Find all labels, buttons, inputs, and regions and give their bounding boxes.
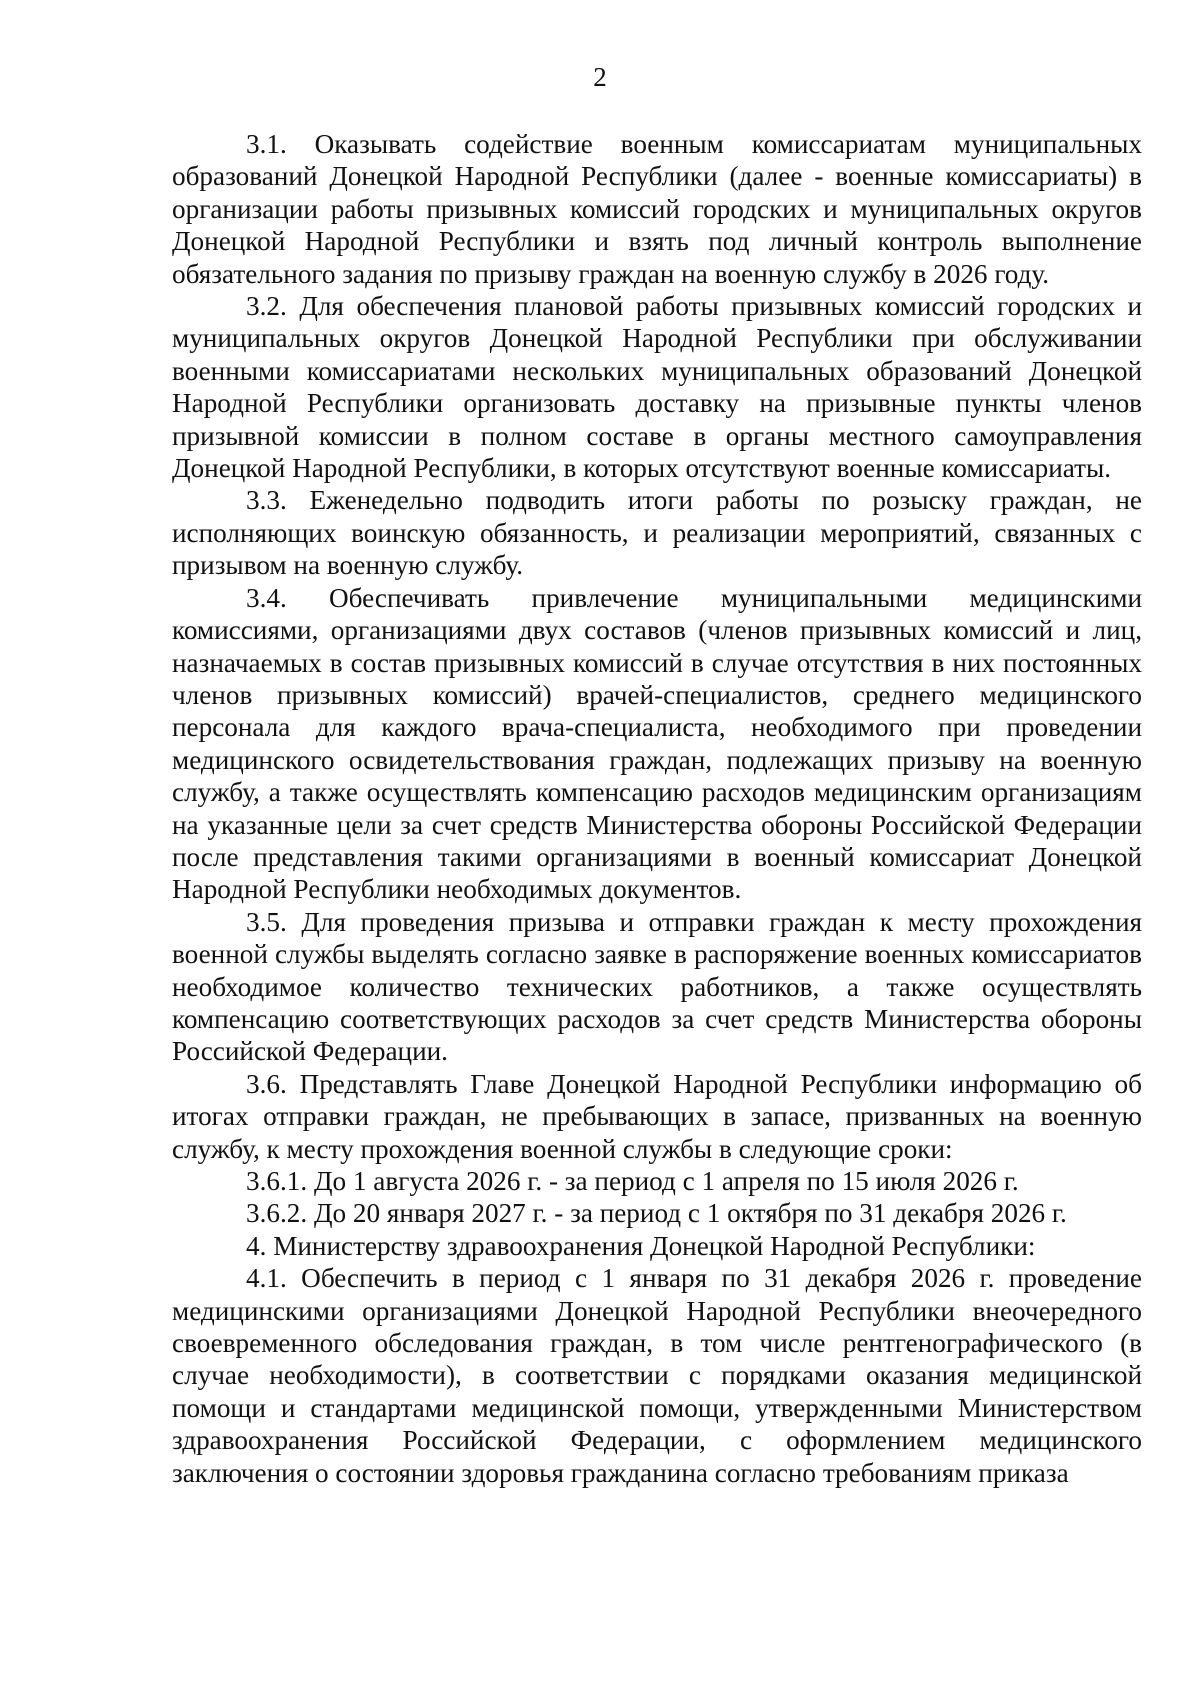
paragraph-3-4: 3.4. Обеспечивать привлечение муниципальными медицинскими комиссиями, организациями двух составов (членов призывных комиссий и лиц, назначаемых в состав призывных комиссий в случае отсутствия в них постоянных членов призывных комиссий) врачей-специалистов, среднего медицинского персонала для каждого врача-специалиста, необходимого при проведении медицинского освидетельствования граждан, подлежащих призыву на военную службу, а также осуществлять компенсацию расходов медицинским организациям на указанные цели за счет средств Министерства обороны Российской Федерации после представления такими организациями в военный комиссариат Донецкой Народной Республики необходимых документов. xyxy=(172,582,1142,905)
paragraph-4-1: 4.1. Обеспечить в период с 1 января по 31 декабря 2026 г. проведение медицинскими организациями Донецкой Народной Республики внеочередного своевременного обследования граждан, в том числе рентгенографического (в случае необходимости), в соответствии с порядками оказания медицинской помощи и стандартами медицинской помощи, утвержденными Министерством здравоохранения Российской Федерации, с оформлением медицинского заключения о состоянии здоровья гражданина согласно требованиям приказа xyxy=(172,1263,1142,1488)
paragraph-3-5: 3.5. Для проведения призыва и отправки граждан к месту прохождения военной службы выделять согласно заявке в распоряжение военных комиссариатов необходимое количество технических работников, а также осуществлять компенсацию соответствующих расходов за счет средств Министерства обороны Российской Федерации. xyxy=(172,906,1142,1067)
document-body xyxy=(172,128,1142,1489)
paragraph-3-1: 3.1. Оказывать содействие военным комиссариатам муниципальных образований Донецкой Народной Республики (далее - военные комиссариаты) в организации работы призывных комиссий городских и муниципальных округов Донецкой Народной Республики и взять под личный контроль выполнение обязательного задания по призыву граждан на военную службу в 2026 году. xyxy=(172,129,1142,289)
paragraph-3-6-1: 3.6.1. До 1 августа 2026 г. - за период с 1 апреля по 15 июля 2026 г. xyxy=(246,1166,1019,1196)
paragraph-3-2: 3.2. Для обеспечения плановой работы призывных комиссий городских и муниципальных округов Донецкой Народной Республики при обслуживании военными комиссариатами нескольких муниципальных образований Донецкой Народной Республики организовать доставку на призывные пункты членов призывной комиссии в полном составе в органы местного самоуправления Донецкой Народной Республики, в которых отсутствуют военные комиссариаты. xyxy=(172,291,1142,484)
paragraph-4: 4. Министерству здравоохранения Донецкой Народной Республики: xyxy=(246,1230,1036,1261)
paragraph-3-6: 3.6. Представлять Главе Донецкой Народной Республики информацию об итогах отправки граждан, не пребывающих в запасе, призванных на военную службу, к месту прохождения военной службы в следующие сроки: xyxy=(172,1068,1142,1164)
paragraph-3-6-2: 3.6.2. До 20 января 2027 г. - за период с 1 октября по 31 декабря 2026 г. xyxy=(246,1198,1067,1229)
paragraph-3-3: 3.3. Еженедельно подводить итоги работы по розыску граждан, не исполняющих воинскую обязанность, и реализации мероприятий, связанных с призывом на военную службу. xyxy=(172,485,1142,581)
page-number: 2 xyxy=(593,62,607,92)
